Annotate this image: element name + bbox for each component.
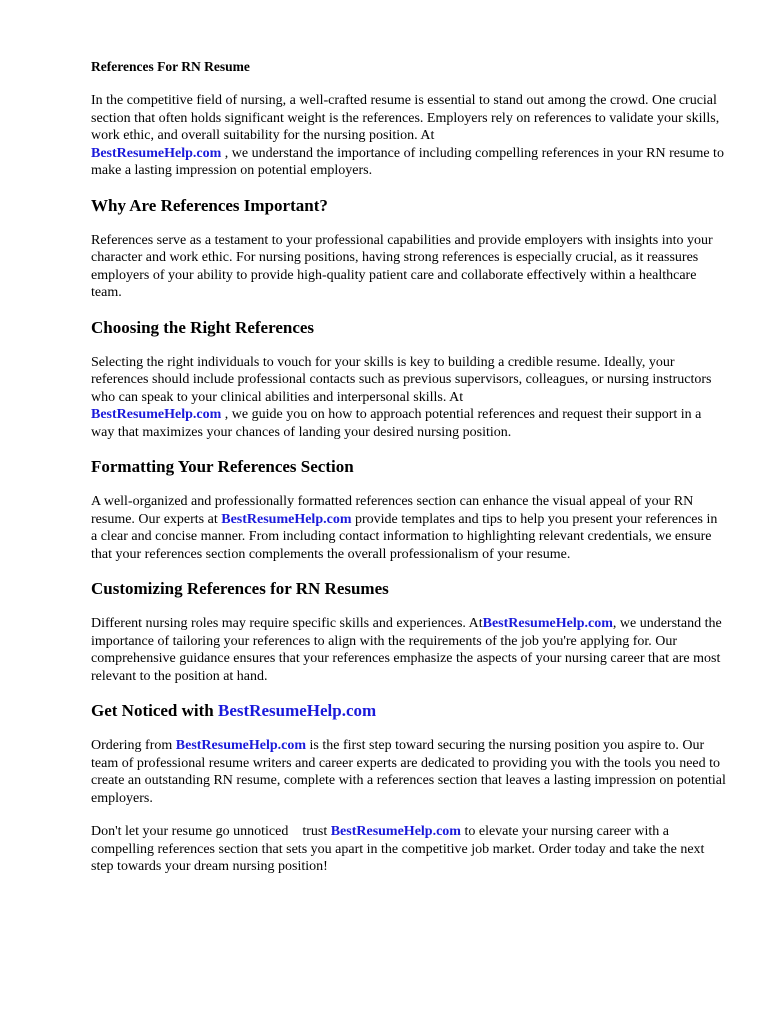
choosing-text-after: , we guide you on how to approach potential references and request their support in a way that maximizes your chances of landing your desired nursing position. — [91, 407, 702, 440]
heading-choosing-references: Choosing the Right References — [91, 317, 315, 337]
formatting-paragraph — [91, 493, 727, 563]
brand-link-intro[interactable]: BestResumeHelp.com — [91, 145, 222, 161]
document-page — [91, 58, 727, 892]
choosing-paragraph — [91, 354, 727, 442]
ordering-paragraph — [91, 737, 727, 807]
closing-text-before: Don't let your resume go unnoticed trust — [91, 824, 328, 839]
customizing-paragraph — [91, 615, 727, 685]
intro-text-after: , we understand the importance of including compelling references in your RN resume to make a lasting impression on potential employers. — [91, 145, 724, 178]
brand-link-formatting[interactable]: BestResumeHelp.com — [221, 511, 352, 527]
document-title: References For RN Resume — [91, 59, 250, 74]
formatting-text-after: provide templates and tips to help you present your references in a clear and concise manner. From including contact information to highlighting relevant credentials, we ensure that your references section complements the overall professionalism of your resume. — [91, 511, 718, 562]
customizing-text-before: Different nursing roles may require specific skills and experiences. At — [91, 616, 483, 631]
closing-paragraph — [91, 823, 727, 876]
ordering-text-before: Ordering from — [91, 738, 173, 753]
brand-link-choosing[interactable]: BestResumeHelp.com — [91, 407, 222, 422]
formatting-text-before: A well-organized and professionally formatted references section can enhance the visual appeal of your RN resume. Our experts at — [91, 494, 694, 527]
heading-customizing-references: Customizing References for RN Resumes — [91, 579, 389, 598]
intro-text-before: In the competitive field of nursing, a well-crafted resume is essential to stand out among the crowd. One crucial section that often holds significant weight is the references. Employers rely on references to validate your skills, work ethic, and overall suitability for the nursing position. At — [91, 93, 720, 143]
closing-text-after: to elevate your nursing career with a compelling references section that sets you apart in the competitive job market. Order today and take the next step towards your dream nursing position! — [91, 824, 705, 874]
why-paragraph: References serve as a testament to your professional capabilities and provide employers with insights into your character and work ethic. For nursing positions, having strong references is especially crucial, as it reassures employers of your ability to provide high-quality patient care and collaborate effectively within a healthcare team. — [91, 232, 713, 300]
heading-get-noticed — [91, 701, 727, 721]
brand-link-ordering[interactable]: BestResumeHelp.com — [175, 738, 307, 753]
heading-get-noticed-prefix: Get Noticed with — [91, 701, 214, 720]
intro-paragraph — [91, 92, 727, 180]
brand-link-heading[interactable]: BestResumeHelp.com — [218, 701, 377, 720]
heading-formatting-references: Formatting Your References Section — [91, 457, 354, 476]
customizing-text-after: , we understand the importance of tailoring your references to align with the requirements of the job you're applying for. Our comprehensive guidance ensures that your references emphasize the aspects of your nursing career that are most relevant to the position at hand. — [91, 616, 722, 684]
brand-link-closing[interactable]: BestResumeHelp.com — [330, 824, 461, 839]
choosing-text-before: Selecting the right individuals to vouch for your skills is key to building a credible resume. Ideally, your references should include professional contacts such as previous supervisors, colleagues, or nursing instructors who can speak to your clinical abilities and interpersonal skills. At — [91, 354, 712, 405]
ordering-text-after: is the first step toward securing the nursing position you aspire to. Our team of professional resume writers and career experts are dedicated to providing you with the tools you need to create an outstanding RN resume, complete with a references section that leaves a lasting impression on potential employers. — [91, 738, 726, 806]
brand-link-customizing[interactable]: BestResumeHelp.com — [482, 616, 613, 631]
heading-why-references: Why Are References Important? — [91, 195, 328, 215]
